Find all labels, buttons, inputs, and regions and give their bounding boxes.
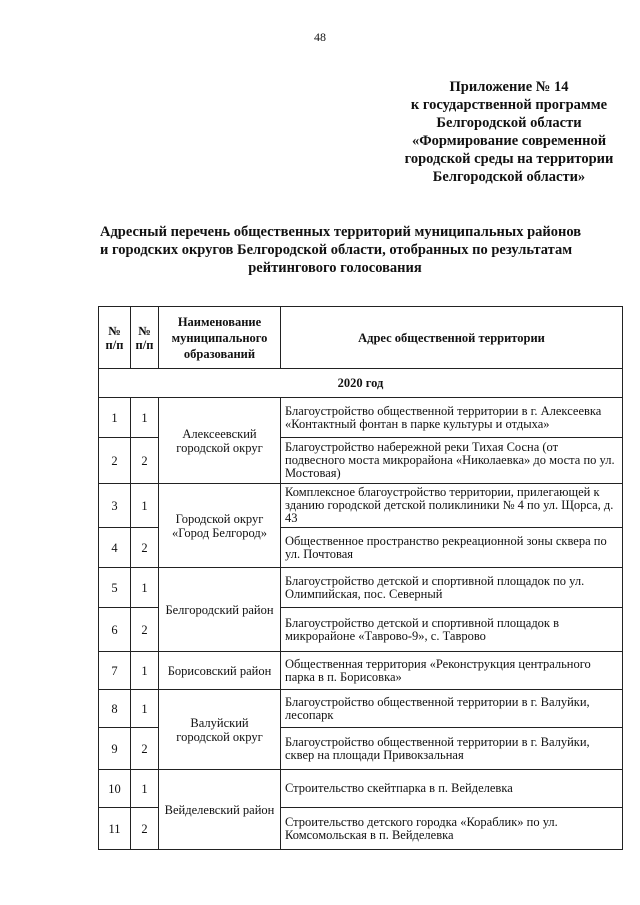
row-sub-number: 2 [131,528,159,568]
appendix-block [394,78,624,186]
row-sub-number: 2 [131,728,159,770]
address-cell: Комплексное благоустройство территории, прилегающей к зданию городской детской поликлиники № 4 по ул. Щорса, д. 43 [281,484,623,528]
municipality-cell: Городской округ «Город Белгород» [159,484,281,568]
header-sub-number: № п/п [131,307,159,369]
document-title [100,223,582,277]
appendix-line: Белгородской области [436,115,582,131]
row-number: 9 [99,728,131,770]
table-body [99,369,623,850]
municipality-cell: Валуйский городской округ [159,690,281,770]
address-cell: Благоустройство общественной территории в г. Валуйки, сквер на площади Привокзальная [281,728,623,770]
table-row [99,652,623,690]
table-row [99,690,623,728]
address-cell: Благоустройство детской и спортивной площадок в микрорайоне «Таврово-9», с. Таврово [281,608,623,652]
table-row [99,484,623,528]
appendix-line: к государственной программе [410,97,608,113]
title-line: и городских округов Белгородской области, отобранных по результатам [100,242,573,258]
appendix-line: Приложение № 14 [449,79,569,95]
row-sub-number: 1 [131,398,159,438]
row-number: 8 [99,690,131,728]
municipality-cell: Борисовский район [159,652,281,690]
title-line: рейтингового голосования [248,260,422,276]
row-sub-number: 1 [131,484,159,528]
municipality-cell: Белгородский район [159,568,281,652]
row-sub-number: 2 [131,438,159,484]
address-cell: Благоустройство общественной территории в г. Алексеевка «Контактный фонтан в парке культуры и отдыха» [281,398,623,438]
year-label: 2020 год [99,369,623,398]
municipality-cell: Алексеевский городской округ [159,398,281,484]
page-number: 48 [314,30,326,44]
row-sub-number: 2 [131,608,159,652]
territories-table [98,306,623,850]
municipality-cell: Вейделевский район [159,770,281,850]
address-cell: Общественное пространство рекреационной зоны сквера по ул. Почтовая [281,528,623,568]
row-number: 5 [99,568,131,608]
row-number: 4 [99,528,131,568]
row-sub-number: 1 [131,652,159,690]
row-number: 6 [99,608,131,652]
table-row [99,770,623,808]
table-row [99,568,623,608]
year-row [99,369,623,398]
row-number: 11 [99,808,131,850]
row-number: 7 [99,652,131,690]
row-number: 2 [99,438,131,484]
row-sub-number: 1 [131,690,159,728]
row-sub-number: 1 [131,770,159,808]
address-cell: Общественная территория «Реконструкция центрального парка в п. Борисовка» [281,652,623,690]
row-sub-number: 2 [131,808,159,850]
address-cell: Благоустройство общественной территории в г. Валуйки, лесопарк [281,690,623,728]
address-cell: Строительство скейтпарка в п. Вейделевка [281,770,623,808]
header-address: Адрес общественной территории [281,307,623,369]
address-cell: Строительство детского городка «Кораблик» по ул. Комсомольская в п. Вейделевка [281,808,623,850]
header-number: № п/п [99,307,131,369]
row-number: 3 [99,484,131,528]
address-cell: Благоустройство набережной реки Тихая Сосна (от подвесного моста микрорайона «Николаевка» до моста по ул. Мостовая) [281,438,623,484]
header-municipality: Наименование муниципального образований [159,307,281,369]
title-line: Адресный перечень общественных территорий муниципальных районов [100,224,582,240]
appendix-line: городской среды на территории [404,151,614,167]
address-cell: Благоустройство детской и спортивной площадок по ул. Олимпийская, пос. Северный [281,568,623,608]
table-header-row [99,307,623,369]
row-number: 1 [99,398,131,438]
row-sub-number: 1 [131,568,159,608]
appendix-line: «Формирование современной [411,133,607,149]
table-row [99,398,623,438]
appendix-line: Белгородской области» [432,169,586,185]
row-number: 10 [99,770,131,808]
